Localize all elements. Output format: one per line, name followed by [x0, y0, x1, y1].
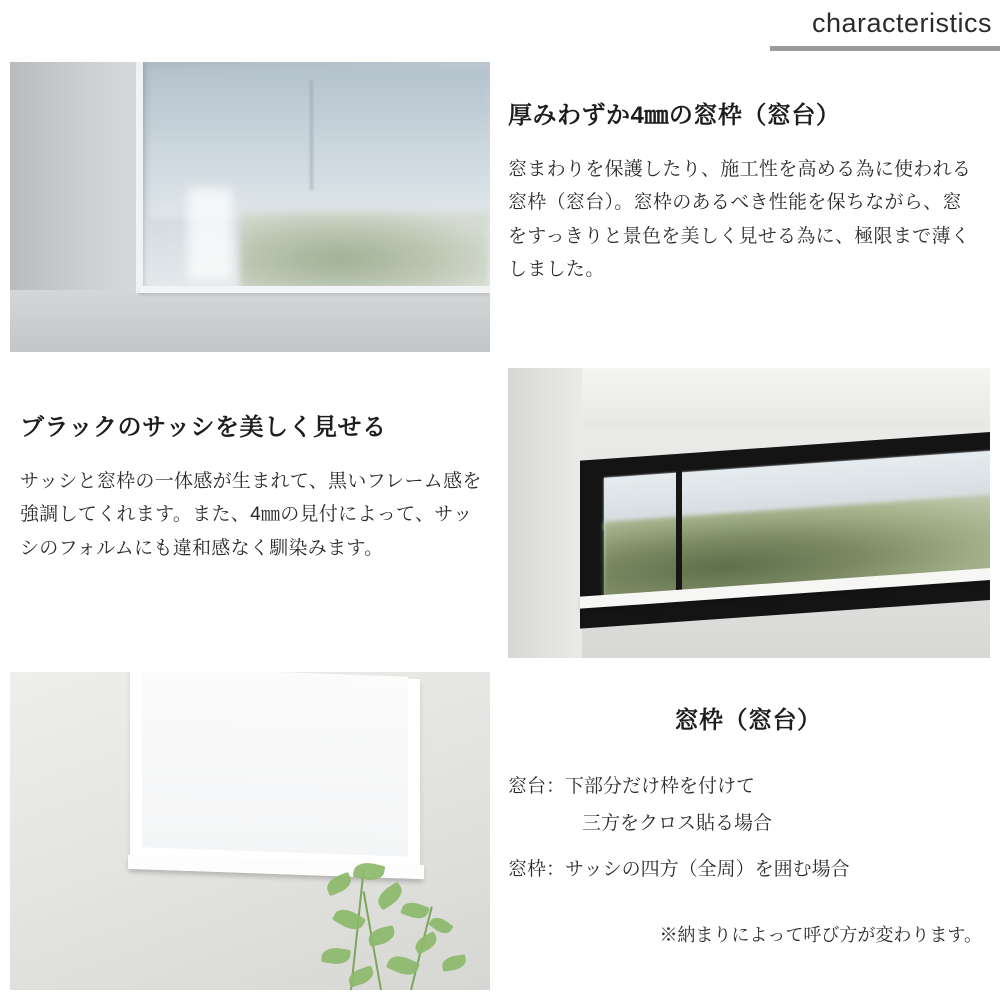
wall-bottom: [10, 290, 490, 352]
section-madowaku-note: ※納まりによって呼び方が変わります。: [659, 925, 982, 946]
definition-row-madodai: [508, 772, 988, 802]
header-underline: [770, 46, 1000, 51]
section-sill-text: [508, 100, 978, 286]
wall-shadow: [508, 368, 582, 658]
window-jamb-edge: [136, 62, 143, 293]
definition-term-madowaku: 窓枠：: [508, 858, 566, 880]
section-madowaku-title: 窓枠（窓台）: [674, 707, 822, 734]
utility-pole: [310, 80, 313, 190]
definition-desc-madodai: 下部分だけ枠を付けて: [565, 776, 756, 798]
photo-white-window-with-plant: [10, 672, 490, 990]
section-sill-body: 窓まわりを保護したり、施工性を高める為に使われる窓枠（窓台）。窓枠のあるべき性能を保ちながら、窓をすっきりと景色を美しく見せる為に、極限まで薄くしました。: [508, 159, 972, 280]
plant-foliage: [310, 840, 490, 990]
section-sill-title: 厚みわずか4㎜の窓枠（窓台）: [508, 102, 841, 129]
trees-area: [240, 212, 490, 290]
section-madowaku-text: [508, 705, 988, 947]
photo-black-sash-window: [508, 368, 990, 658]
section-sash-title: ブラックのサッシを美しく見せる: [20, 414, 387, 441]
window-sill-edge: [140, 286, 490, 293]
section-sash-body: サッシと窓枠の一体感が生まれて、黒いフレーム感を強調してくれます。また、4㎜の見付によって、サッシのフォルムにも違和感なく馴染みます。: [20, 471, 482, 559]
definition-row-madowaku: [508, 855, 988, 885]
section-sash-text: [20, 412, 490, 565]
definition-cont-madodai: 三方をクロス貼る場合: [582, 812, 773, 834]
definition-row-madodai-cont: [508, 809, 988, 839]
page-title: characteristics: [811, 8, 992, 38]
photo-thin-window-sill: [10, 62, 490, 352]
definition-desc-madowaku: サッシの四方（全周）を囲む場合: [565, 858, 850, 880]
page-header: [0, 0, 1000, 56]
white-window-glass: [142, 672, 408, 857]
window-mullion: [676, 454, 682, 596]
blurred-object: [188, 188, 232, 280]
definition-term-madodai: 窓台：: [508, 776, 566, 798]
